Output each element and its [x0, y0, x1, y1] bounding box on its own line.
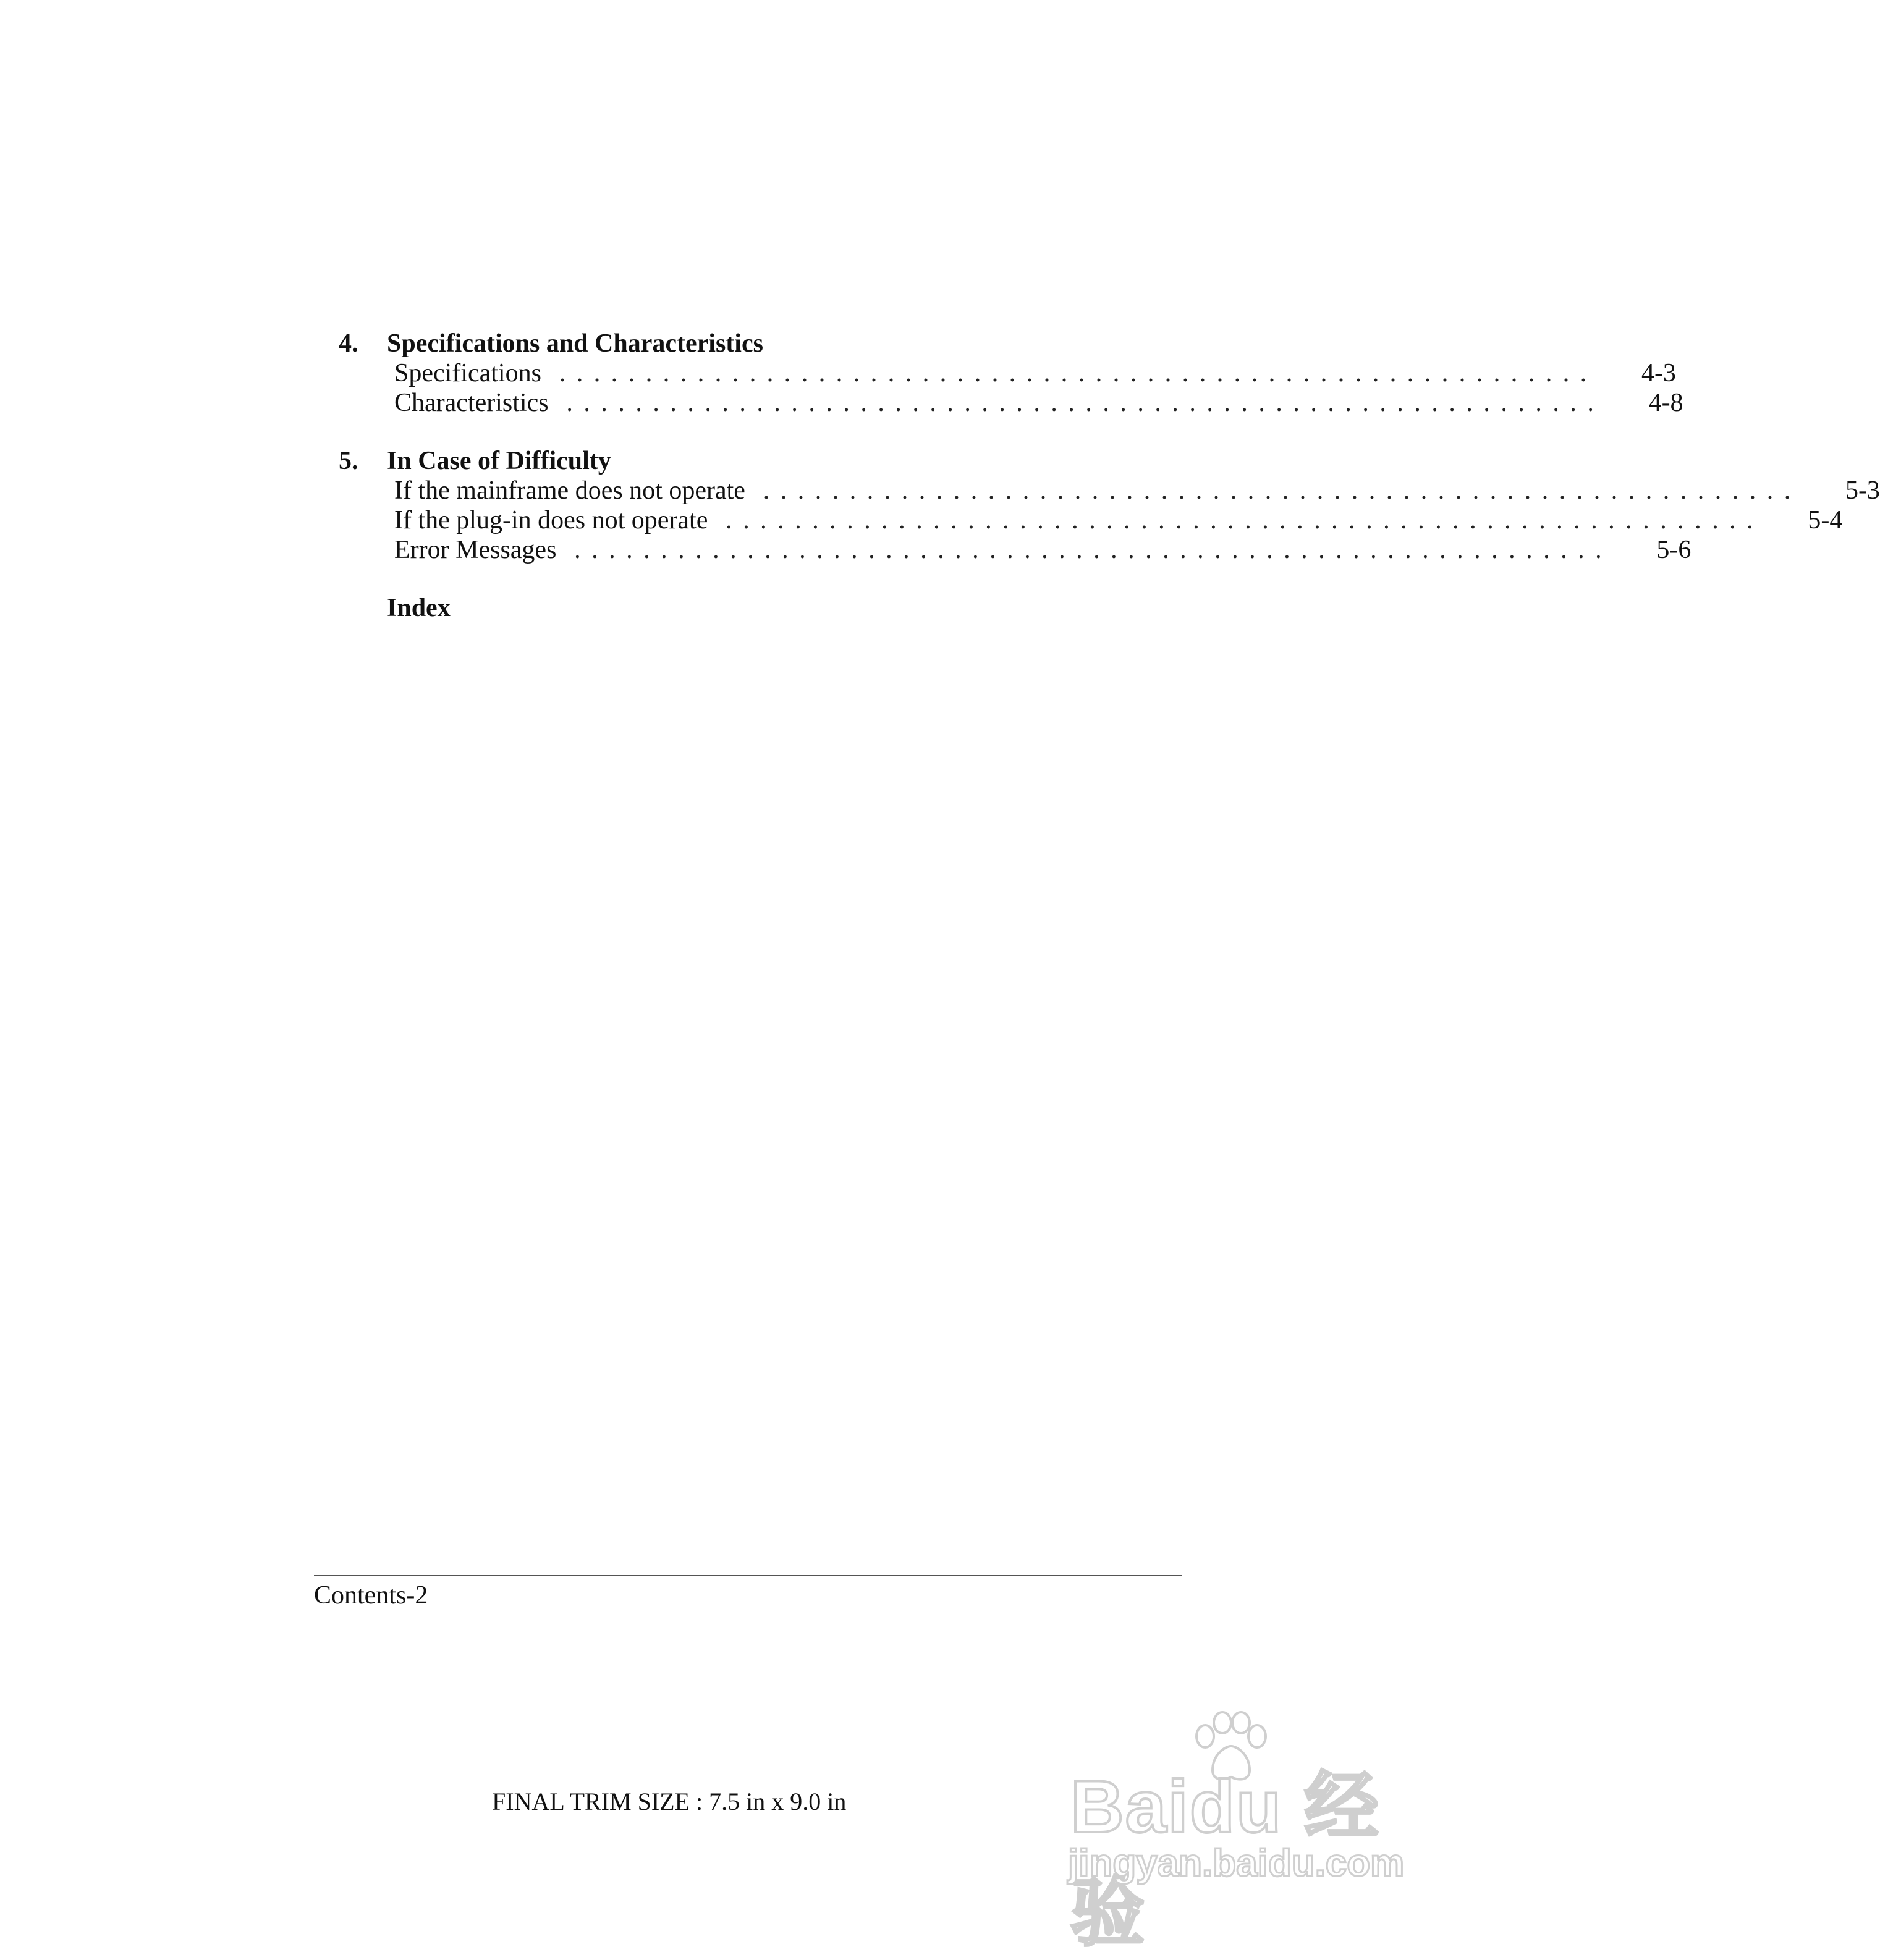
- chapter-heading[interactable]: [339, 446, 1182, 476]
- watermark-url: jingyan.baidu.com: [1068, 1842, 1405, 1885]
- toc-entry-page: 4-3: [1641, 359, 1676, 387]
- toc-entry-label: If the mainframe does not operate: [394, 476, 745, 505]
- chapter-title: In Case of Difficulty: [387, 447, 611, 475]
- baidu-watermark: [1063, 1712, 1409, 1954]
- toc-entry-page: 4-8: [1648, 389, 1683, 417]
- toc-entry-label: Error Messages: [394, 536, 557, 564]
- toc-entry-page: 5-3: [1845, 476, 1880, 505]
- toc-entry-page: 5-6: [1656, 536, 1692, 564]
- toc-entry[interactable]: [339, 535, 1692, 565]
- index-heading[interactable]: Index: [387, 594, 451, 622]
- table-of-contents: [339, 329, 1880, 623]
- dot-leader: . . . . . . . . . . . . . . . . . . . . . . . . . . . . . . . . . . . . . . . . . . . . . . . . . . . . . . . . . . . .: [559, 359, 1587, 387]
- footer-divider: [314, 1575, 1182, 1576]
- toc-entry-label: Specifications: [394, 359, 541, 387]
- page-footer-label: Contents-2: [314, 1581, 428, 1610]
- chapter-heading[interactable]: [339, 329, 1182, 358]
- dot-leader: . . . . . . . . . . . . . . . . . . . . . . . . . . . . . . . . . . . . . . . . . . . . . . . . . . . . . . . . . . . .: [574, 536, 1602, 564]
- chapter-number: 4.: [339, 329, 358, 358]
- dot-leader: . . . . . . . . . . . . . . . . . . . . . . . . . . . . . . . . . . . . . . . . . . . . . . . . . . . . . . . . . . . .: [566, 389, 1594, 417]
- dot-leader: . . . . . . . . . . . . . . . . . . . . . . . . . . . . . . . . . . . . . . . . . . . . . . . . . . . . . . . . . . . .: [763, 476, 1791, 505]
- toc-entry-label: If the plug-in does not operate: [394, 506, 708, 534]
- trim-size-note: FINAL TRIM SIZE : 7.5 in x 9.0 in: [492, 1788, 847, 1815]
- chapter-number: 5.: [339, 447, 358, 475]
- watermark-brand: Baidu 经验: [1070, 1765, 1380, 1954]
- dot-leader: . . . . . . . . . . . . . . . . . . . . . . . . . . . . . . . . . . . . . . . . . . . . . . . . . . . . . . . . . . . .: [726, 506, 1753, 534]
- toc-entry-label: Characteristics: [394, 389, 549, 417]
- toc-entry-page: 5-4: [1808, 506, 1843, 534]
- toc-entry[interactable]: [339, 505, 1843, 535]
- chapter-title: Specifications and Characteristics: [387, 329, 763, 358]
- toc-entry[interactable]: [339, 358, 1676, 388]
- toc-chapter: [339, 446, 1880, 565]
- toc-entry[interactable]: [339, 476, 1880, 505]
- toc-entry[interactable]: [339, 388, 1683, 418]
- toc-chapter: [339, 329, 1683, 418]
